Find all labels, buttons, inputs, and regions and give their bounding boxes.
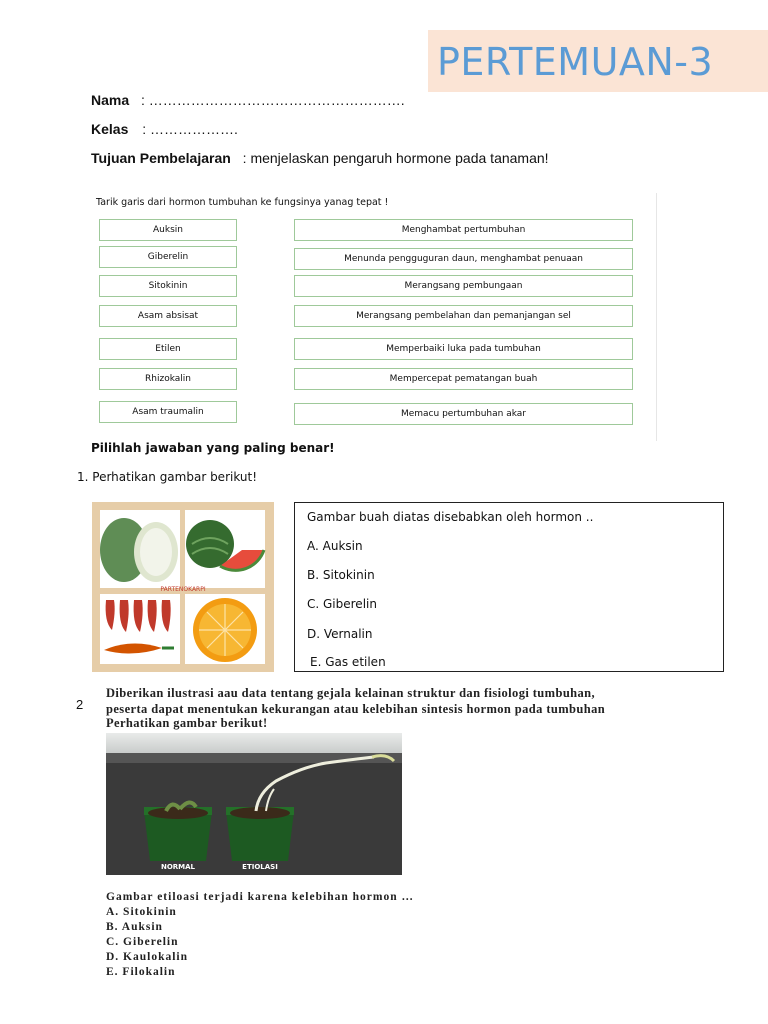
function-box: Merangsang pembungaan xyxy=(294,275,633,297)
q2-question: Gambar etiloasi terjadi karena kelebihan hormon … xyxy=(106,891,414,903)
function-box: Mempercepat pematangan buah xyxy=(294,368,633,390)
function-box: Merangsang pembelahan dan pemanjangan sel xyxy=(294,305,633,327)
etiolation-illustration xyxy=(106,733,402,875)
q2-option-a: A. Sitokinin xyxy=(106,906,177,918)
q1-prompt: 1. Perhatikan gambar berikut! xyxy=(77,470,258,484)
hormone-box: Asam absisat xyxy=(99,305,237,327)
nama-label: Nama xyxy=(91,92,130,108)
q2-option-d: D. Kaulokalin xyxy=(106,951,189,963)
q1-option-d: D. Vernalin xyxy=(307,627,373,641)
function-box: Memperbaiki luka pada tumbuhan xyxy=(294,338,633,360)
plant-label-normal: NORMAL xyxy=(160,863,196,871)
q1-option-a: A. Auksin xyxy=(307,539,363,553)
hormone-box: Sitokinin xyxy=(99,275,237,297)
fruit-illustration xyxy=(92,502,274,672)
q1-option-e: E. Gas etilen xyxy=(310,655,386,669)
hormone-box: Giberelin xyxy=(99,246,237,268)
page-title: PERTEMUAN-3 xyxy=(437,40,714,84)
q1-question: Gambar buah diatas disebabkan oleh hormon .. xyxy=(307,510,594,524)
function-box: Menghambat pertumbuhan xyxy=(294,219,633,241)
q2-text-line: peserta dapat menentukan kekurangan atau kelebihan sintesis hormon pada tumbuhan xyxy=(106,702,606,716)
matching-instruction: Tarik garis dari hormon tumbuhan ke fungsinya yanag tepat ! xyxy=(96,197,389,208)
tujuan-label: Tujuan Pembelajaran xyxy=(91,150,231,166)
q2-option-b: B. Auksin xyxy=(106,921,163,933)
function-box: Memacu pertumbuhan akar xyxy=(294,403,633,425)
q2-option-c: C. Giberelin xyxy=(106,936,179,948)
hormone-box: Rhizokalin xyxy=(99,368,237,390)
function-box: Menunda pengguguran daun, menghambat penuaan xyxy=(294,248,633,270)
q2-text-line: Diberikan ilustrasi aau data tentang gejala kelainan struktur dan fisiologi tumbuhan, xyxy=(106,686,596,700)
q1-option-b: B. Sitokinin xyxy=(307,568,375,582)
hormone-box: Etilen xyxy=(99,338,237,360)
tujuan-row xyxy=(91,150,549,166)
q2-text-line: Perhatikan gambar berikut! xyxy=(106,716,268,730)
tujuan-value: : menjelaskan pengaruh hormone pada tanaman! xyxy=(242,150,549,166)
kelas-value: : ………………. xyxy=(142,121,238,137)
nama-row xyxy=(91,92,405,108)
hormone-box: Auksin xyxy=(99,219,237,241)
kelas-row xyxy=(91,121,238,137)
q1-option-c: C. Giberelin xyxy=(307,597,377,611)
plant-label-etiolasi: ETIOLASI xyxy=(242,863,278,871)
plant-image xyxy=(106,733,402,875)
q2-option-e: E. Filokalin xyxy=(106,966,176,978)
q1-question-box xyxy=(294,502,724,672)
fruit-image xyxy=(92,502,274,672)
fruit-image-caption: PARTENOKARPI xyxy=(160,586,206,593)
section-instruction: Pilihlah jawaban yang paling benar! xyxy=(91,441,335,455)
kelas-label: Kelas xyxy=(91,121,129,137)
nama-value: : ………………………………………………. xyxy=(141,92,405,108)
hormone-box: Asam traumalin xyxy=(99,401,237,423)
q2-number: 2 xyxy=(76,697,84,712)
